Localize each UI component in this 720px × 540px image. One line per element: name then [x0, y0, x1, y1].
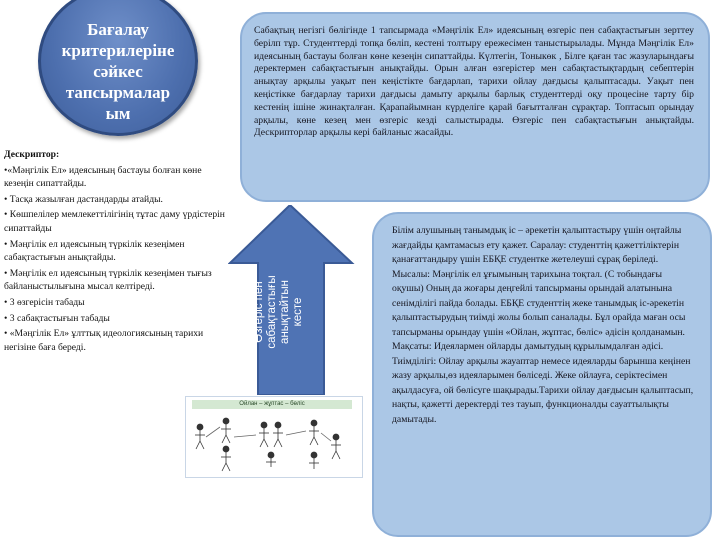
descriptor-item: • «Мәңгілік Ел» ұлттық идеологиясының тарихи негізіне баға береді. [4, 328, 204, 353]
lesson-main-part-panel [240, 12, 710, 202]
differentiation-panel [372, 212, 712, 537]
descriptor-item: • 3 сабақтастығын табады [4, 312, 110, 324]
descriptor-title: Дескриптор: [4, 149, 60, 160]
lesson-main-part-text: Сабақтың негізгі бөлігінде 1 тапсырмада «Мәңгілік Ел» идеясының өзгеріс пен сабақтастығын зерттеу берілп тұр. Студенттерді топқа бөліп, кестені толтыру ережесімен таныстырылады. Мұнда Мәңгілік Ел» идеясының бастауы болған көне кезеңін сипаттайды. Күлтегін, Тоныкөк , Білге қаған тас жазуларындағы деректермен сабақтастығын анықтайды. Орын алған өзгерістер мен сабақтастықтардың себептерін анықтау арқылы уақыт пен кеңістікте бағдарлап, тарихи ойлау дағдысы қалыптасады. Уақыт пен кеңістікке бағдарлау тарихи дағдысы дамыту арқылы барлық студенттерді оқу процесіне тарту бір кестенің ішіне жинақталған. Қарапайымнан күрделіге қарай бағытталған сұрақтар. Топтасып орындау арқылы, көне кезең мен өзгеріс кезді салыстырады. Өзгеріс пен сабақтастығын анықтайды. Дескрипторлар арқылы кері байланыс жасайды. [254, 25, 694, 139]
descriptor-item: • Тасқа жазылған дастандарды атайды. [4, 193, 163, 205]
descriptor-item: •«Мәңгілік Ел» идеясының бастауы болған көне кезеңін сипаттайды. [4, 164, 202, 190]
differentiation-text: Білім алушының танымдық іс – әрекетін қалыптастыру үшін оңтайлы жағдайды қамтамасыз ету қажет. Саралау: студенттің қажеттіліктерін қанағаттандыру үшін ЕБҚЕ студентке жетелеуші сұрақ беріледі. Мысалы: Мәңгілік ел ұғымының тарихына тоқтал. (С тобындағы оқушы) Оның да жоғары деңгейлі тапсырманы орындай алатынына сенімділігі пайда болады. ЕБҚЕ студенттің жеке танымдық іс-әрекетін қалыптастырудың тиімді жолы болып саналады. Бұл орайда маған осы тапсырманы орындау үшін «Ойлан, жұптас, бөліс» әдісін қолданамын. Мақсаты: Идеялармен ойларды дамытудың құрылымдалған әдісі. Тиімділігі: Ойлау арқылы жауаптар немесе идеяларды барынша кеңінен жазу арқылы,өз идеяларымен бөліседі. Жеке ойлауға, серіктесімен ақылдасуға, ой бөлісуге шақырады.Тарихи ойлау дағдысын қалыптасып, нақты, қажетті деректерді тез тауып, функционалды сауаттылықты дамытады. [392, 225, 694, 425]
people-diagram-icon [186, 397, 362, 477]
think-pair-share-diagram [185, 396, 363, 478]
arrow-label-text: Өзгеріс пен сабақтастығы анықтайтын кесте [253, 275, 304, 349]
descriptor-item: • Көшпелілер мемлекеттілігінің тұтас даму үрдістерін сипаттайды [4, 209, 225, 234]
arrow-label [238, 262, 320, 362]
diagram-caption: Ойлан – жұптас – бөліс [192, 400, 352, 409]
descriptor-item: • Мәңгілік ел идеясының түркілік кезеңімен сабақтастығын анықтайды. [4, 238, 185, 264]
descriptor-list [4, 148, 232, 354]
badge-title: Бағалау критерилеріне сәйкес тапсырмалар ым [61, 19, 175, 123]
descriptor-item: • 3 өзгерісін табады [4, 296, 85, 308]
descriptor-item: • Мәңгілік ел идеясының түркілік кезеңімен тығыз байланыстылығына мысал келтіреді. [4, 267, 212, 293]
criteria-badge [38, 0, 198, 136]
